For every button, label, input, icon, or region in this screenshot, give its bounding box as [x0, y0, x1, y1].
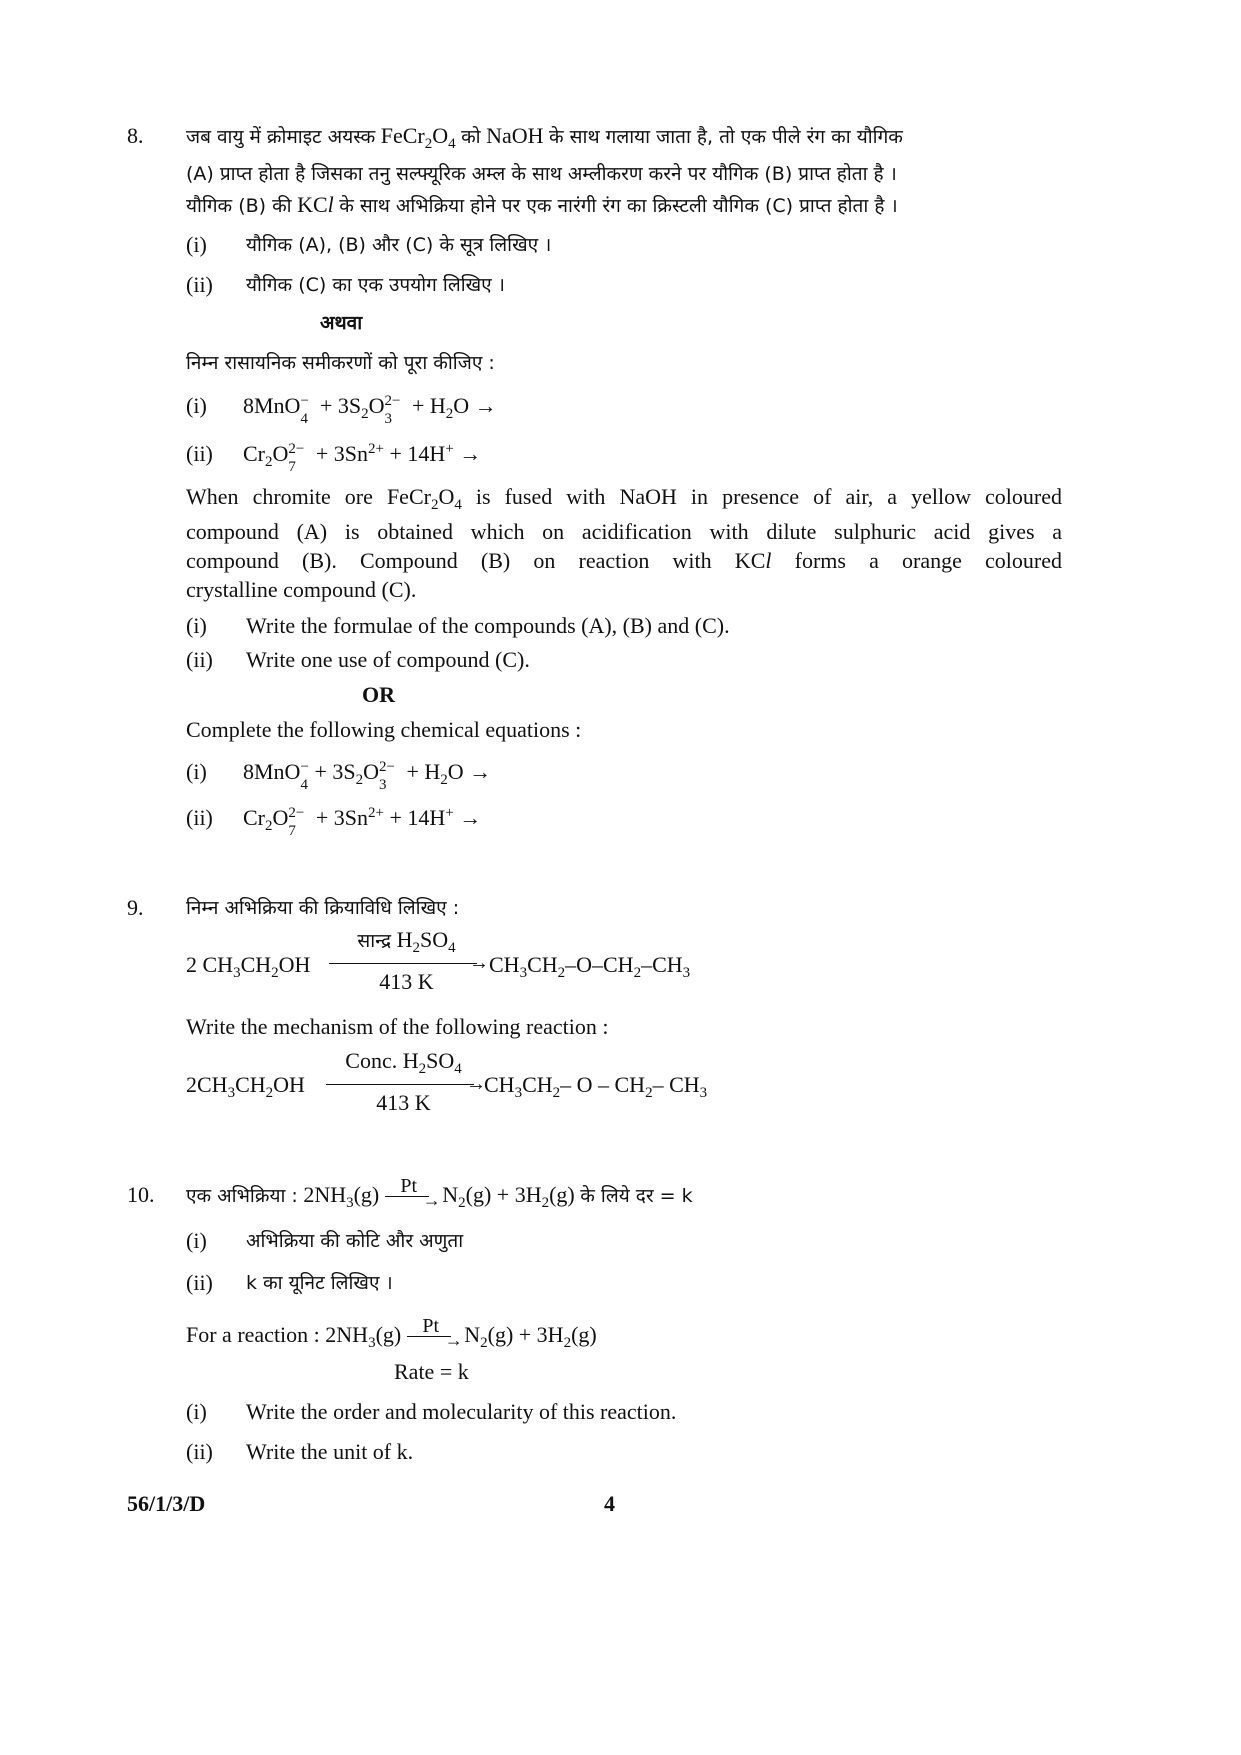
part-text: Write the unit of k. [246, 1439, 414, 1464]
temperature: 413 K [379, 969, 434, 994]
paper-code: 56/1/3/D [127, 1491, 206, 1516]
equation-permanganate-thiosulfate-en: 8MnO − 4 + $3S_2O$ 2− 3 + $H_2O$ → [243, 759, 492, 793]
reaction-arrow [329, 925, 489, 995]
part-text: यौगिक (C) का एक उपयोग लिखिए । [246, 274, 505, 296]
question-number: 8. [127, 123, 144, 148]
equation-permanganate-thiosulfate: 8MnO − 4 + $3S_2O$ 2− 3 + $H_2O$ → [243, 393, 497, 427]
catalyst-arrow: Pt → [407, 1327, 459, 1347]
en-intro-line-4: crystalline compound (C). [186, 577, 417, 602]
question-number: 9. [127, 895, 144, 920]
reaction-arrow [326, 1046, 486, 1116]
hi-intro-line-2: (A) प्राप्त होता है जिसका तनु सल्फ्यूरिक अम्ल के साथ अम्लीकरण करने पर यौगिक (B) प्राप्त होता है । [186, 163, 897, 185]
page-number: 4 [604, 1491, 615, 1516]
en-reaction-statement: For a reaction : $2NH_3(g)$ Pt → $N_2(g) + 3H_2(g)$ [186, 1314, 597, 1351]
equation-label: (ii) [186, 805, 213, 830]
equation-dichromate-tin: $Cr_2O$ 2− 7 + $3Sn^{2+} + 14H^+$ → [243, 441, 482, 475]
equation-dichromate-tin-en: $Cr_2O$ 2− 7 + $3Sn^{2+} + 14H^+$ → [243, 805, 482, 839]
temperature: 413 K [376, 1090, 431, 1115]
reagent: Conc. $H_2SO_4$ [345, 1048, 462, 1077]
part-label: (ii) [186, 1439, 213, 1464]
hi-reaction-statement: एक अभिक्रिया : $2NH_3(g)$ Pt → $N_2(g) + 3H_2(g)$ के लिये दर = k [186, 1174, 693, 1211]
part-text: Write the formulae of the compounds (A), (B) and (C). [246, 613, 730, 638]
part-label: (i) [186, 1399, 207, 1424]
part-text: Write one use of compound (C). [246, 647, 530, 672]
hi-intro-line-3: यौगिक (B) की KCl के साथ अभिक्रिया होने पर एक नारंगी रंग का क्रिस्टली यौगिक (C) प्राप्त होता है । [186, 192, 898, 217]
arrow-shaft [326, 1084, 474, 1085]
or-divider: OR [362, 682, 395, 707]
part-label: (ii) [186, 647, 213, 672]
hi-intro-line-1: जब वायु में क्रोमाइट अयस्क $FeCr_2O_4$ को NaOH के साथ गलाया जाता है, तो एक पीले रंग का यौगिक [186, 123, 903, 152]
en-intro-line-2: compound (A) is obtained which on acidification with dilute sulphuric acid gives a [186, 519, 1062, 544]
equation-label: (i) [186, 393, 207, 418]
en-complete-prompt: Complete the following chemical equations : [186, 717, 582, 742]
en-intro-line-1: When chromite ore $FeCr_2O_4$ is fused with NaOH in presence of air, a yellow coloured [186, 484, 1063, 513]
hi-prompt: निम्न अभिक्रिया की क्रियाविधि लिखिए : [186, 897, 460, 919]
or-divider-hindi: अथवा [320, 312, 363, 334]
part-label: (ii) [186, 1270, 213, 1295]
part-label: (i) [186, 613, 207, 638]
product: $CH_3CH_2-$ O – $CH_2-$ $CH_3$ [484, 1072, 708, 1101]
part-label: (ii) [186, 272, 213, 297]
arrow-head: → [466, 1073, 486, 1095]
part-label: (i) [186, 232, 207, 257]
catalyst-arrow: Pt → [385, 1187, 437, 1207]
reagent: सान्द्र $H_2SO_4$ [357, 927, 456, 956]
rate-expression: Rate = k [394, 1359, 469, 1384]
part-text: k का यूनिट लिखिए । [246, 1272, 393, 1294]
part-text: Write the order and molecularity of this reaction. [246, 1399, 677, 1424]
arrow-head: → [469, 952, 489, 974]
part-label: (i) [186, 1228, 207, 1253]
equation-label: (ii) [186, 441, 213, 466]
part-text: यौगिक (A), (B) और (C) के सूत्र लिखिए । [246, 234, 552, 256]
reactant: 2 $CH_3CH_2OH$ [186, 952, 311, 981]
equation-label: (i) [186, 759, 207, 784]
arrow-shaft [329, 963, 477, 964]
question-number: 10. [127, 1182, 155, 1207]
part-text: अभिक्रिया की कोटि और अणुता [246, 1230, 464, 1252]
product: $CH_3CH_2-O-CH_2-CH_3$ [489, 952, 691, 981]
reactant: $2CH_3CH_2OH$ [186, 1072, 305, 1101]
en-prompt: Write the mechanism of the following reaction : [186, 1014, 609, 1039]
hi-complete-prompt: निम्न रासायनिक समीकरणों को पूरा कीजिए : [186, 352, 495, 374]
en-intro-line-3: compound (B). Compound (B) on reaction with KCl forms a orange coloured [186, 548, 1063, 573]
